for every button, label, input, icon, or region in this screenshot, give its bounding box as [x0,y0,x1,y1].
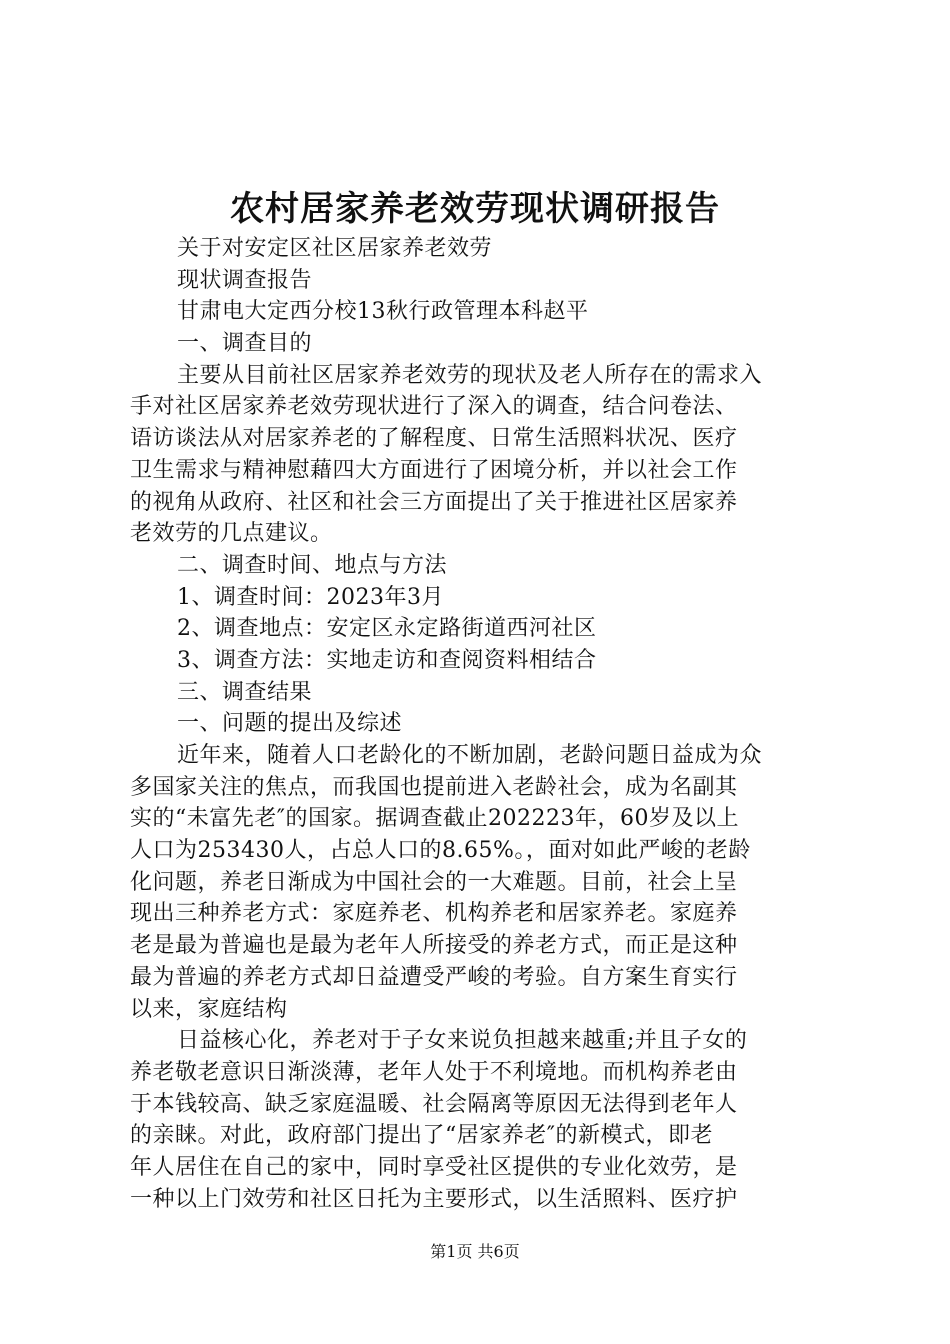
text-line: 2、调查地点：安定区永定路街道西河社区 [177,616,597,642]
text-line: 一种以上门效劳和社区日托为主要形式，以生活照料、医疗护 [130,1186,738,1212]
text-line: 近年来，随着人口老龄化的不断加剧，老龄问题日益成为众 [177,743,763,768]
text-line: 三、调查结果 [177,679,313,705]
text-line: 人口为253430人，占总人口的8.65%。，面对如此严峻的老龄 [130,838,751,864]
text-line: 卫生需求与精神慰藉四大方面进行了困境分析，并以社会工作 [130,457,738,483]
text-line: 现出三种养老方式：家庭养老、机构养老和居家养老。家庭养 [130,901,738,927]
text-line: 的亲睐。对此，政府部门提出了“居家养老″的新模式，即老 [130,1123,713,1149]
text-line: 手对社区居家养老效劳现状进行了深入的调查，结合问卷法、 [130,394,738,420]
text-line: 年人居住在自己的家中，同时享受社区提供的专业化效劳，是 [130,1154,738,1180]
text-line: 化问题，养老日渐成为中国社会的一大难题。目前，社会上呈 [130,869,738,895]
text-line: 语访谈法从对居家养老的了解程度、日常生活照料状况、医疗 [130,426,738,452]
text-line: 多国家关注的焦点，而我国也提前进入老龄社会，成为名副其 [130,774,738,800]
text-line: 日益核心化，养老对于子女来说负担越来越重;并且子女的 [177,1028,748,1054]
document-title: 农村居家养老效劳现状调研报告 [230,189,720,229]
text-line: 的视角从政府、社区和社会三方面提出了关于推进社区居家养 [130,489,738,515]
page-footer: 第1页 共6页 [430,1242,520,1261]
text-line: 实的“未富先老″的国家。据调查截止202223年，60岁及以上 [130,806,739,832]
text-line: 于本钱较高、缺乏家庭温暖、社会隔离等原因无法得到老年人 [130,1091,738,1117]
text-line: 老效劳的几点建议。 [130,521,333,547]
text-line: 主要从目前社区居家养老效劳的现状及老人所存在的需求入 [177,362,763,388]
text-line: 关于对安定区社区居家养老效劳 [177,236,493,261]
text-line: 现状调查报告 [177,267,313,293]
document-body [130,233,826,1215]
text-line: 一、调查目的 [177,331,313,357]
text-line: 3、调查方法：实地走访和查阅资料相结合 [177,647,597,673]
text-line: 二、调查时间、地点与方法 [177,552,448,578]
text-line: 以来，家庭结构 [130,996,288,1022]
text-line: 一、问题的提出及综述 [177,711,403,737]
text-line: 老是最为普遍也是最为老年人所接受的养老方式，而正是这种 [130,933,738,959]
text-line: 1、调查时间：2023年3月 [177,584,444,610]
text-line: 最为普遍的养老方式却日益遭受严峻的考验。自方案生育实行 [130,964,738,990]
text-line: 甘肃电大定西分校13秋行政管理本科赵平 [177,299,589,325]
text-line: 养老敬老意识日渐淡薄，老年人处于不利境地。而机构养老由 [130,1059,738,1085]
